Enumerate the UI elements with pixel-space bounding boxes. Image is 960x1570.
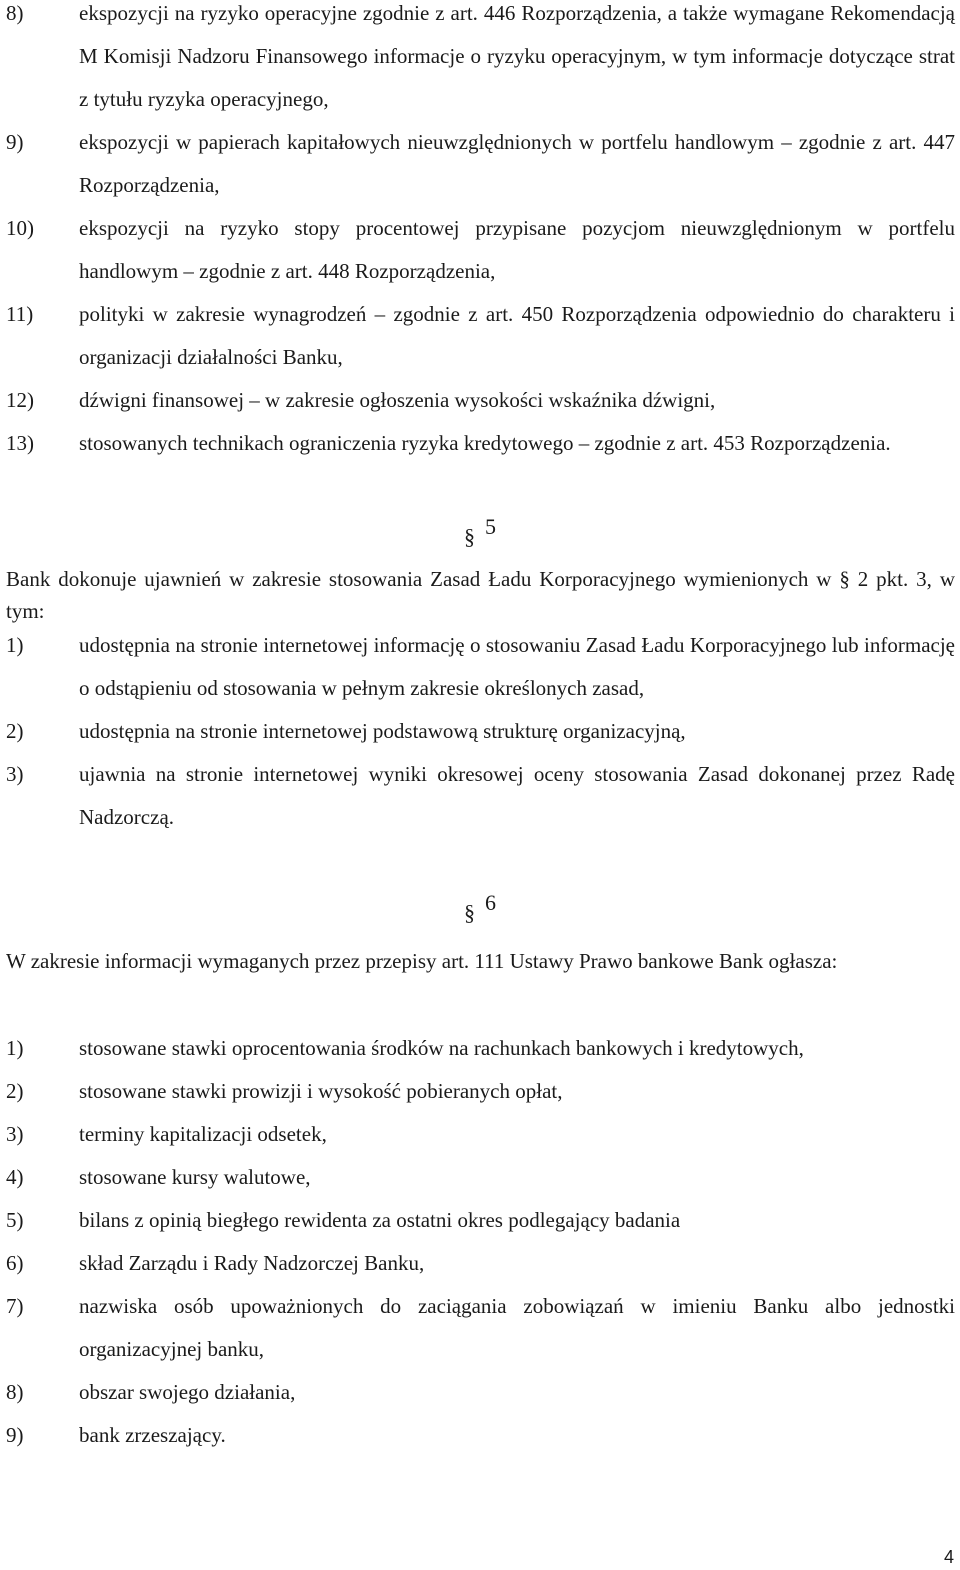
list-item-text: polityki w zakresie wynagrodzeń – zgodnie z art. 450 Rozporządzenia odpowiednio do charakteru i organizacji działalności Banku, xyxy=(79,302,955,369)
list-item xyxy=(6,422,955,465)
list-item-text: udostępnia na stronie internetowej podstawową strukturę organizacyjną, xyxy=(79,719,686,743)
section-symbol: § xyxy=(464,900,475,925)
list-item-number: 8) xyxy=(6,1,24,25)
list-item xyxy=(6,1027,955,1070)
list-item-text: nazwiska osób upoważnionych do zaciągania zobowiązań w imieniu Banku albo jednostki organizacyjnej banku, xyxy=(79,1294,955,1361)
list-item xyxy=(6,1199,955,1242)
section-5-list xyxy=(6,624,955,839)
section-6-heading xyxy=(0,890,960,925)
list-item-text: ujawnia na stronie internetowej wyniki okresowej oceny stosowania Zasad dokonanej przez Radę Nadzorczą. xyxy=(79,762,955,829)
list-item-text: stosowanych technikach ograniczenia ryzyka kredytowego – zgodnie z art. 453 Rozporządzenia. xyxy=(79,431,891,455)
list-item-text: bank zrzeszający. xyxy=(79,1423,226,1447)
list-item-number: 6) xyxy=(6,1251,24,1275)
list-item xyxy=(6,624,955,710)
list-item-number: 9) xyxy=(6,130,24,154)
section-number: 5 xyxy=(485,514,496,539)
list-item-number: 2) xyxy=(6,719,24,743)
list-item-text: stosowane stawki prowizji i wysokość pobieranych opłat, xyxy=(79,1079,563,1103)
list-item xyxy=(6,1070,955,1113)
list-item xyxy=(6,1113,955,1156)
section-6-intro: W zakresie informacji wymaganych przez przepisy art. 111 Ustawy Prawo bankowe Bank ogłasza: xyxy=(6,949,838,973)
list-item xyxy=(6,293,955,379)
list-item-number: 2) xyxy=(6,1079,24,1103)
list-item-text: stosowane stawki oprocentowania środków na rachunkach bankowych i kredytowych, xyxy=(79,1036,804,1060)
list-item xyxy=(6,121,955,207)
list-item-number: 7) xyxy=(6,1294,24,1318)
section-symbol: § xyxy=(464,524,475,549)
list-item-number: 10) xyxy=(6,216,34,240)
list-item-text: obszar swojego działania, xyxy=(79,1380,296,1404)
list-item-text: stosowane kursy walutowe, xyxy=(79,1165,311,1189)
list-item-number: 13) xyxy=(6,431,34,455)
list-item xyxy=(6,1156,955,1199)
list-item-number: 3) xyxy=(6,762,24,786)
list-item xyxy=(6,710,955,753)
list-item xyxy=(6,1371,955,1414)
list-item-text: ekspozycji na ryzyko operacyjne zgodnie z art. 446 Rozporządzenia, a także wymagane Rekomendacją M Komisji Nadzoru Finansowego informacje o ryzyku operacyjnym, w tym informacje dotyczące strat z tytułu ryzyka operacyjnego, xyxy=(79,1,955,111)
list-item-number: 3) xyxy=(6,1122,24,1146)
section-6-list xyxy=(6,1027,955,1457)
list-item-text: dźwigni finansowej – w zakresie ogłoszenia wysokości wskaźnika dźwigni, xyxy=(79,388,716,412)
list-item xyxy=(6,1242,955,1285)
disclosure-list xyxy=(6,0,955,465)
list-item-text: terminy kapitalizacji odsetek, xyxy=(79,1122,327,1146)
list-item-text: udostępnia na stronie internetowej informację o stosowaniu Zasad Ładu Korporacyjnego lub informację o odstąpieniu od stosowania w pełnym zakresie określonych zasad, xyxy=(79,633,955,700)
list-item xyxy=(6,0,955,121)
list-item-text: ekspozycji w papierach kapitałowych nieuwzględnionych w portfelu handlowym – zgodnie z art. 447 Rozporządzenia, xyxy=(79,130,955,197)
section-5-heading xyxy=(0,514,960,549)
list-item-number: 1) xyxy=(6,1036,24,1060)
list-item-number: 8) xyxy=(6,1380,24,1404)
list-item-text: skład Zarządu i Rady Nadzorczej Banku, xyxy=(79,1251,425,1275)
list-item-number: 9) xyxy=(6,1423,24,1447)
list-item xyxy=(6,1414,955,1457)
list-item-number: 1) xyxy=(6,633,24,657)
list-item-number: 5) xyxy=(6,1208,24,1232)
list-item-number: 12) xyxy=(6,388,34,412)
list-item xyxy=(6,379,955,422)
list-item-text: ekspozycji na ryzyko stopy procentowej przypisane pozycjom nieuwzględnionym w portfelu handlowym – zgodnie z art. 448 Rozporządzenia, xyxy=(79,216,955,283)
page-number: 4 xyxy=(943,1547,954,1567)
section-number: 6 xyxy=(485,890,496,915)
section-5-intro: Bank dokonuje ujawnień w zakresie stosowania Zasad Ładu Korporacyjnego wymienionych w § 2 pkt. 3, w tym: xyxy=(6,567,955,623)
list-item xyxy=(6,753,955,839)
list-item xyxy=(6,1285,955,1371)
list-item-number: 11) xyxy=(6,302,34,326)
list-item xyxy=(6,207,955,293)
list-item-number: 4) xyxy=(6,1165,24,1189)
list-item-text: bilans z opinią biegłego rewidenta za ostatni okres podlegający badania xyxy=(79,1208,681,1232)
